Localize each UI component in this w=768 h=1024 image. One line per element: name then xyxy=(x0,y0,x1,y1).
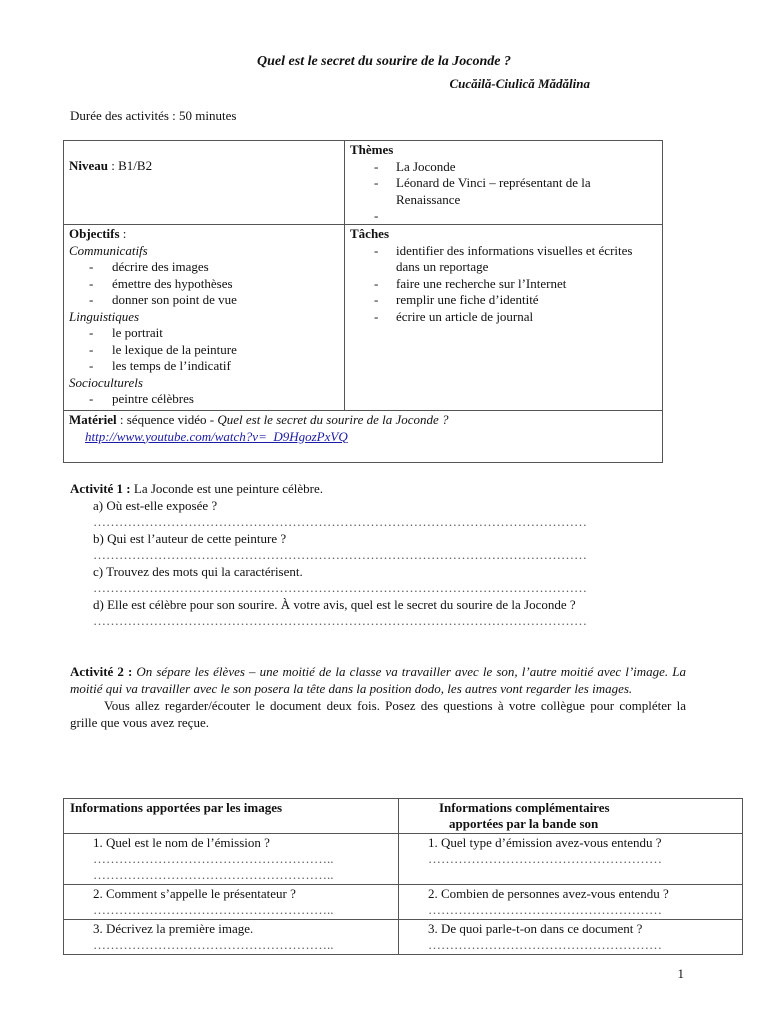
socioculturels-label: Socioculturels xyxy=(69,374,143,390)
communicatifs-list xyxy=(69,259,339,309)
table-row xyxy=(64,834,743,885)
question-b: b) Qui est l’auteur de cette peinture ? xyxy=(93,531,287,546)
answer-line[interactable]: …………………………………………………………………………………………………… xyxy=(93,613,587,628)
themes-cell xyxy=(345,141,663,225)
grid-question: 1. Quel est le nom de l’émission ? xyxy=(93,835,270,850)
grid-question: 2. Comment s’appelle le présentateur ? xyxy=(93,886,296,901)
list-item: - le lexique de la peinture xyxy=(69,342,339,359)
list-item: - identifier des informations visuelles et écrites dans un reportage xyxy=(350,243,657,276)
materiel-label: Matériel xyxy=(69,412,117,427)
activity-1-intro: La Joconde est une peinture célèbre. xyxy=(130,481,324,496)
answer-line[interactable]: ……………………………………………… xyxy=(428,902,662,917)
answer-line[interactable]: ……………………………………………….. xyxy=(93,867,334,882)
grid-cell xyxy=(64,834,399,885)
answer-line[interactable]: …………………………………………………………………………………………………… xyxy=(93,547,587,562)
grid-header-sound-line1: Informations complémentaires xyxy=(439,800,610,815)
list-item: - le portrait xyxy=(69,325,339,342)
list-item: - remplir une fiche d’identité xyxy=(350,292,657,309)
linguistiques-label: Linguistiques xyxy=(69,308,140,324)
answer-line[interactable]: ……………………………………………….. xyxy=(93,851,334,866)
answer-line[interactable]: ……………………………………………… xyxy=(428,851,662,866)
activity-2-instructions: On sépare les élèves – une moitié de la classe va travailler avec le son, l’autre moitié avec l’image. La moitié qui va travailler avec le son posera la tête dans la position dodo, les autres vont regarder les images. xyxy=(70,664,686,696)
grid-question: 3. De quoi parle-t-on dans ce document ? xyxy=(428,921,643,936)
question-d: d) Elle est célèbre pour son sourire. À votre avis, quel est le secret du sourire de la Joconde ? xyxy=(93,597,576,612)
list-item: - Léonard de Vinci – représentant de la Renaissance xyxy=(350,175,657,208)
grid-question: 2. Combien de personnes avez-vous entendu ? xyxy=(428,886,669,901)
themes-list xyxy=(350,159,657,209)
list-item: - peintre célèbres xyxy=(69,391,339,408)
answer-line[interactable]: …………………………………………………………………………………………………… xyxy=(93,580,587,595)
grid-cell xyxy=(64,885,399,920)
answer-line[interactable]: ……………………………………………… xyxy=(428,937,662,952)
information-grid xyxy=(63,798,743,955)
grid-header-sound xyxy=(399,799,743,834)
materiel-text: : séquence vidéo - xyxy=(116,412,218,427)
objectifs-cell xyxy=(64,225,345,411)
question-a: a) Où est-elle exposée ? xyxy=(93,498,218,513)
socioculturels-list xyxy=(69,391,339,408)
themes-label: Thèmes xyxy=(350,142,394,157)
list-item: - écrire un article de journal xyxy=(350,309,657,326)
answer-line[interactable]: ……………………………………………….. xyxy=(93,937,334,952)
grid-cell xyxy=(399,920,743,955)
activity-1-section xyxy=(70,480,690,629)
answer-line[interactable]: …………………………………………………………………………………………………… xyxy=(93,514,587,529)
communicatifs-label: Communicatifs xyxy=(69,242,148,258)
grid-question: 3. Décrivez la première image. xyxy=(93,921,254,936)
list-item: - émettre des hypothèses xyxy=(69,276,339,293)
page-number: 1 xyxy=(677,966,684,981)
taches-cell xyxy=(345,225,663,411)
niveau-cell xyxy=(64,141,345,225)
objectifs-colon: : xyxy=(119,226,127,241)
list-item: - La Joconde xyxy=(350,159,657,176)
document-title: Quel est le secret du sourire de la Joconde ? xyxy=(257,54,511,69)
question-c: c) Trouvez des mots qui la caractérisent. xyxy=(93,564,303,579)
materiel-cell xyxy=(64,411,663,463)
grid-question: 1. Quel type d’émission avez-vous entendu ? xyxy=(428,835,662,850)
niveau-label: Niveau xyxy=(69,158,108,173)
taches-list xyxy=(350,243,657,326)
grid-header-images: Informations apportées par les images xyxy=(64,799,399,834)
activity-1-label: Activité 1 : xyxy=(70,481,131,496)
grid-header-sound-line2: apportées par la bande son xyxy=(449,816,599,831)
grid-cell xyxy=(64,920,399,955)
activity-2-paragraph: Vous allez regarder/écouter le document deux fois. Posez des questions à votre collègue pour compléter la grille que vous avez reçue. xyxy=(70,698,686,730)
objectifs-label: Objectifs xyxy=(69,226,120,241)
table-row xyxy=(64,920,743,955)
table-row xyxy=(64,885,743,920)
activity-duration: Durée des activités : 50 minutes xyxy=(70,108,237,123)
lesson-info-table xyxy=(63,140,663,463)
grid-cell xyxy=(399,834,743,885)
activity-2-section xyxy=(70,663,686,731)
author-name: Cucăilă-Ciulică Mădălina xyxy=(449,76,590,91)
video-link[interactable]: http://www.youtube.com/watch?v=_D9HgozPxVQ xyxy=(85,428,348,444)
list-item: - décrire des images xyxy=(69,259,339,276)
activity-2-label: Activité 2 : xyxy=(70,664,133,679)
materiel-video-title: Quel est le secret du sourire de la Joconde ? xyxy=(217,412,449,427)
grid-cell xyxy=(399,885,743,920)
niveau-value: : B1/B2 xyxy=(108,158,153,173)
taches-label: Tâches xyxy=(350,226,389,241)
list-item: - faire une recherche sur l’Internet xyxy=(350,276,657,293)
list-item: - les temps de l’indicatif xyxy=(69,358,339,375)
answer-line[interactable]: ……………………………………………….. xyxy=(93,902,334,917)
list-item: - donner son point de vue xyxy=(69,292,339,309)
linguistiques-list xyxy=(69,325,339,375)
